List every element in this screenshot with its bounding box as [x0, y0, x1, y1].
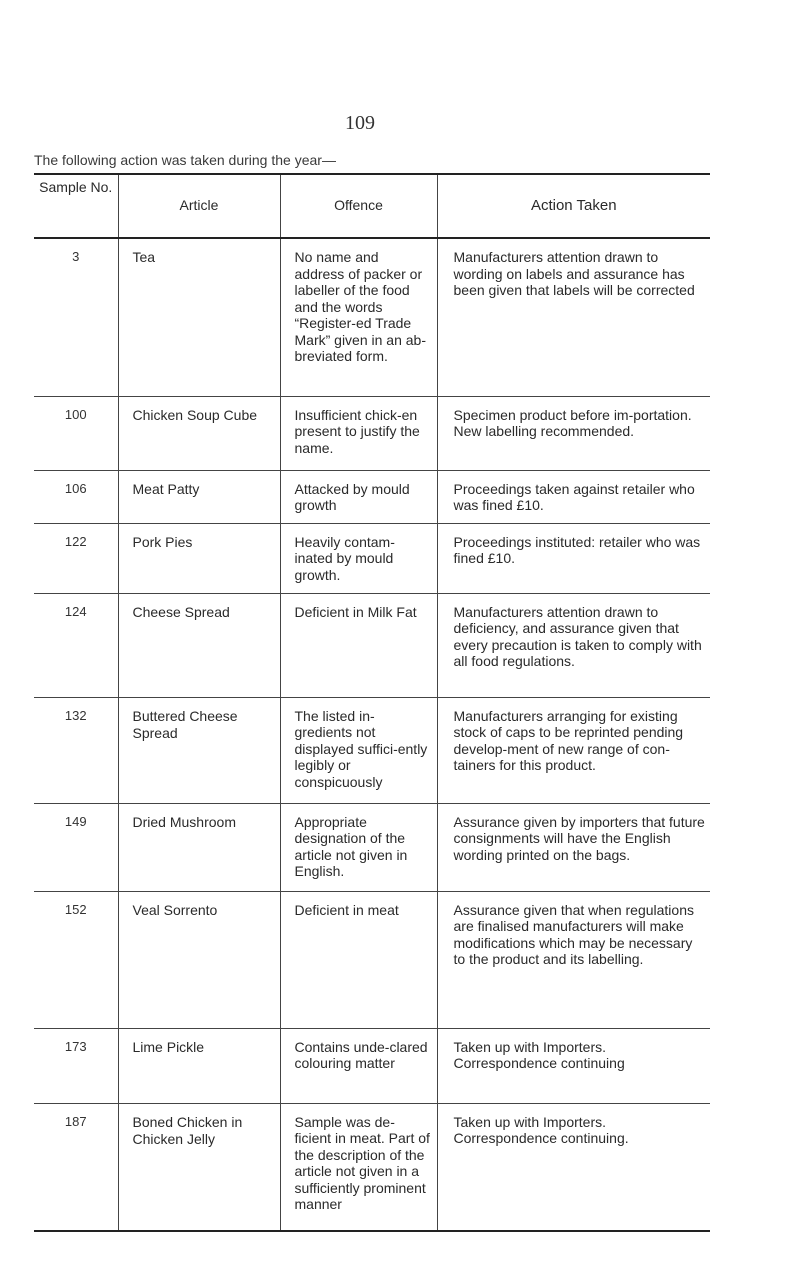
cell-offence: The listed in-gredients not displayed suffici-ently legibly or conspicuously — [280, 697, 437, 803]
table-row — [34, 697, 710, 803]
cell-action: Taken up with Importers. Correspondence continuing — [437, 1028, 710, 1103]
cell-action: Specimen product before im-portation. New labelling recommended. — [437, 396, 710, 470]
header-offence: Offence — [280, 174, 437, 238]
cell-sample-no: 149 — [34, 803, 118, 891]
cell-sample-no: 100 — [34, 396, 118, 470]
cell-article: Boned Chicken in Chicken Jelly — [118, 1103, 280, 1231]
cell-offence: Appropriate designation of the article not given in English. — [280, 803, 437, 891]
page-number: 109 — [345, 112, 375, 134]
cell-sample-no: 152 — [34, 891, 118, 1028]
cell-sample-no: 3 — [34, 238, 118, 396]
header-sample-no: Sample No. — [34, 174, 118, 238]
table-row — [34, 523, 710, 593]
cell-offence: Insufficient chick-en present to justify the name. — [280, 396, 437, 470]
table-row — [34, 238, 710, 396]
cell-article: Tea — [118, 238, 280, 396]
cell-offence: No name and address of packer or labeller of the food and the words “Register-ed Trade Mark” given in an ab-breviated form. — [280, 238, 437, 396]
cell-offence: Heavily contam-inated by mould growth. — [280, 523, 437, 593]
cell-offence: Contains unde-clared colouring matter — [280, 1028, 437, 1103]
action-table — [34, 173, 710, 1232]
cell-action: Manufacturers attention drawn to wording on labels and assurance has been given that labels will be corrected — [437, 238, 710, 396]
cell-sample-no: 106 — [34, 470, 118, 523]
table-row — [34, 470, 710, 523]
cell-article: Dried Mushroom — [118, 803, 280, 891]
cell-action: Manufacturers arranging for existing stock of caps to be reprinted pending develop-ment of new range of con-tainers for this product. — [437, 697, 710, 803]
cell-offence: Deficient in meat — [280, 891, 437, 1028]
table-row — [34, 1028, 710, 1103]
cell-sample-no: 132 — [34, 697, 118, 803]
cell-action: Assurance given by importers that future consignments will have the English wording printed on the bags. — [437, 803, 710, 891]
header-article: Article — [118, 174, 280, 238]
cell-article: Pork Pies — [118, 523, 280, 593]
cell-article: Meat Patty — [118, 470, 280, 523]
cell-offence: Sample was de-ficient in meat. Part of the description of the article not given in a sufficiently prominent manner — [280, 1103, 437, 1231]
cell-article: Cheese Spread — [118, 593, 280, 697]
cell-action: Taken up with Importers. Correspondence continuing. — [437, 1103, 710, 1231]
cell-sample-no: 187 — [34, 1103, 118, 1231]
cell-article: Veal Sorrento — [118, 891, 280, 1028]
table-row — [34, 891, 710, 1028]
cell-sample-no: 173 — [34, 1028, 118, 1103]
header-action-taken: Action Taken — [437, 174, 710, 238]
cell-action: Proceedings instituted: retailer who was fined £10. — [437, 523, 710, 593]
cell-article: Chicken Soup Cube — [118, 396, 280, 470]
cell-offence: Deficient in Milk Fat — [280, 593, 437, 697]
cell-action: Assurance given that when regulations are finalised manufacturers will make modifications which may be necessary to the product and its labelling. — [437, 891, 710, 1028]
cell-sample-no: 124 — [34, 593, 118, 697]
intro-text: The following action was taken during the year— — [34, 152, 336, 168]
cell-sample-no: 122 — [34, 523, 118, 593]
table-row — [34, 593, 710, 697]
cell-action: Manufacturers attention drawn to deficiency, and assurance given that every precaution is taken to comply with all food regulations. — [437, 593, 710, 697]
cell-offence: Attacked by mould growth — [280, 470, 437, 523]
cell-action: Proceedings taken against retailer who was fined £10. — [437, 470, 710, 523]
table-header-row — [34, 174, 710, 238]
cell-article: Buttered Cheese Spread — [118, 697, 280, 803]
table-row — [34, 396, 710, 470]
table-row — [34, 1103, 710, 1231]
cell-article: Lime Pickle — [118, 1028, 280, 1103]
table-row — [34, 803, 710, 891]
